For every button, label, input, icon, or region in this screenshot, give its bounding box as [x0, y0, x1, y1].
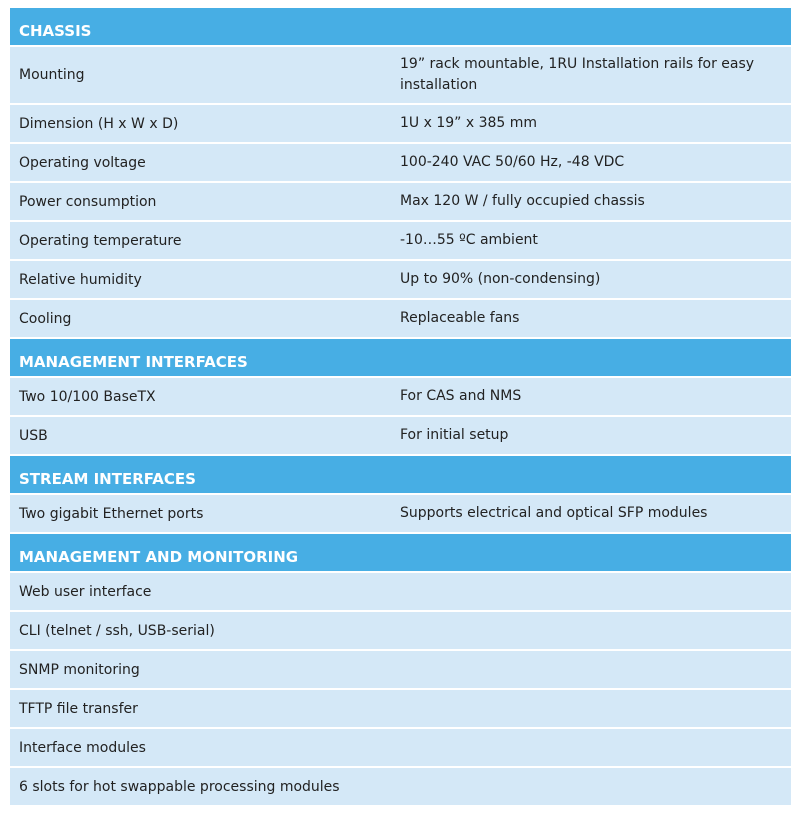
row-label: Cooling [19, 310, 72, 327]
row-value: 19” rack mountable, 1RU Installation rails for easy installation [400, 56, 755, 93]
row-value: Max 120 W / fully occupied chassis [400, 193, 645, 209]
table-row [10, 651, 791, 688]
table-row [10, 300, 791, 337]
table-row [10, 417, 791, 454]
section-header-management-interfaces [10, 339, 791, 376]
row-label: SNMP monitoring [19, 661, 140, 678]
section-title: MANAGEMENT AND MONITORING [19, 548, 299, 566]
row-value: For CAS and NMS [400, 388, 522, 404]
section-header-management-monitoring [10, 534, 791, 571]
section-title: CHASSIS [19, 22, 92, 40]
row-label: Two gigabit Ethernet ports [19, 505, 204, 522]
row-label: Interface modules [19, 739, 146, 756]
row-label: CLI (telnet / ssh, USB-serial) [19, 622, 215, 639]
row-label: Two 10/100 BaseTX [19, 388, 156, 405]
row-label: Operating temperature [19, 232, 182, 249]
row-label: Dimension (H x W x D) [19, 115, 179, 132]
table-row [10, 105, 791, 142]
table-row [10, 768, 791, 805]
table-row [10, 378, 791, 415]
table-row [10, 222, 791, 259]
table-row [10, 573, 791, 610]
section-header-stream-interfaces [10, 456, 791, 493]
row-label: Power consumption [19, 193, 157, 210]
row-label: Web user interface [19, 583, 152, 600]
row-label: Mounting [19, 67, 85, 83]
spec-table [10, 8, 791, 807]
row-value: -10…55 ºC ambient [400, 232, 538, 248]
section-header-chassis [10, 8, 791, 45]
row-label: USB [19, 427, 48, 444]
row-value: Up to 90% (non-condensing) [400, 271, 601, 287]
table-row [10, 144, 791, 181]
row-label: TFTP file transfer [19, 700, 138, 717]
table-row [10, 690, 791, 727]
row-label: 6 slots for hot swappable processing modules [19, 778, 340, 795]
row-value: 1U x 19” x 385 mm [400, 115, 538, 131]
table-row [10, 495, 791, 532]
row-value: 100-240 VAC 50/60 Hz, -48 VDC [400, 154, 625, 170]
table-row [10, 612, 791, 649]
table-row [10, 47, 791, 103]
row-label: Operating voltage [19, 154, 146, 171]
row-label: Relative humidity [19, 271, 142, 288]
row-value: Supports electrical and optical SFP modules [400, 505, 708, 521]
row-value: For initial setup [400, 427, 509, 443]
table-row [10, 261, 791, 298]
row-value: Replaceable fans [400, 310, 520, 326]
section-title: STREAM INTERFACES [19, 470, 196, 488]
table-row [10, 183, 791, 220]
section-title: MANAGEMENT INTERFACES [19, 353, 248, 371]
table-row [10, 729, 791, 766]
